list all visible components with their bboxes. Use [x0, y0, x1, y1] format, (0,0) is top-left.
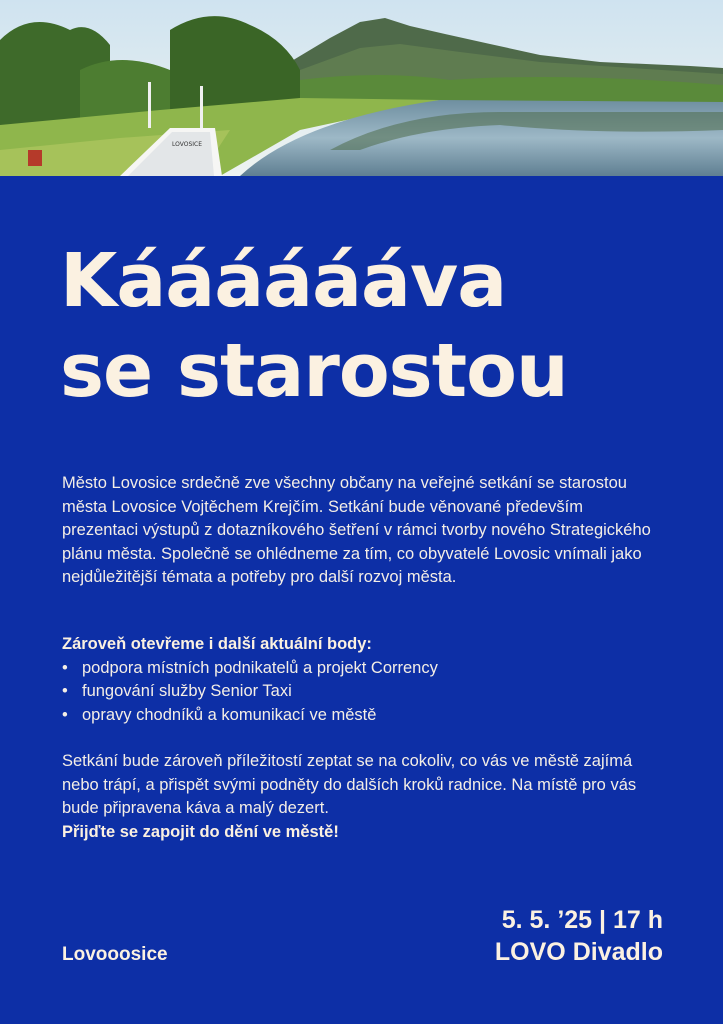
agenda-item-text: opravy chodníků a komunikací ve městě — [82, 705, 377, 724]
city-logo: Lovooosice — [62, 944, 168, 965]
agenda-item-text: podpora místních podnikatelů a projekt Corrency — [82, 658, 438, 677]
headline — [60, 236, 568, 416]
header-photo — [0, 0, 723, 176]
list-item — [62, 680, 662, 704]
bullet-icon: • — [62, 682, 68, 700]
headline-line-1: Kááááááva — [60, 238, 507, 324]
closing-text: Setkání bude zároveň příležitostí zeptat se na cokoliv, co vás ve městě zajímá nebo trápí, a přispět svými podněty do dalších kroků radnice. Na místě pro vás bude připravena káva a malý dezert. — [62, 752, 637, 817]
intro-paragraph: Město Lovosice srdečně zve všechny občany na veřejné setkání se starostou města Lovosice Vojtěchem Krejčím. Setkání bude věnované především prezentaci výstupů z dotazníkového šetření v rámci tvorby nového Strategického plánu města. Společně se ohlédneme za tím, co obyvatelé Lovosic vnímali jako nejdůležitější témata a potřeby pro další rozvoj města. — [62, 474, 651, 586]
event-venue: LOVO Divadlo — [494, 938, 663, 966]
headline-line-2: se starostou — [60, 328, 568, 414]
agenda-list — [62, 657, 662, 728]
bullet-icon: • — [62, 658, 68, 677]
event-info — [495, 904, 663, 968]
event-date-time: 5. 5. ’25 | 17 h — [501, 906, 663, 934]
kiosk-sign-text: LOVOSICE — [172, 141, 203, 148]
agenda-heading: Zároveň otevřeme i další aktuální body: — [62, 635, 372, 653]
bullet-icon: • — [62, 705, 68, 724]
list-item — [62, 657, 662, 681]
agenda-item-text: fungování služby Senior Taxi — [82, 682, 292, 700]
agenda-points — [62, 633, 662, 727]
list-item — [62, 704, 662, 728]
closing-paragraph — [62, 750, 662, 844]
call-to-action: Přijďte se zapojit do dění ve městě! — [62, 822, 339, 841]
